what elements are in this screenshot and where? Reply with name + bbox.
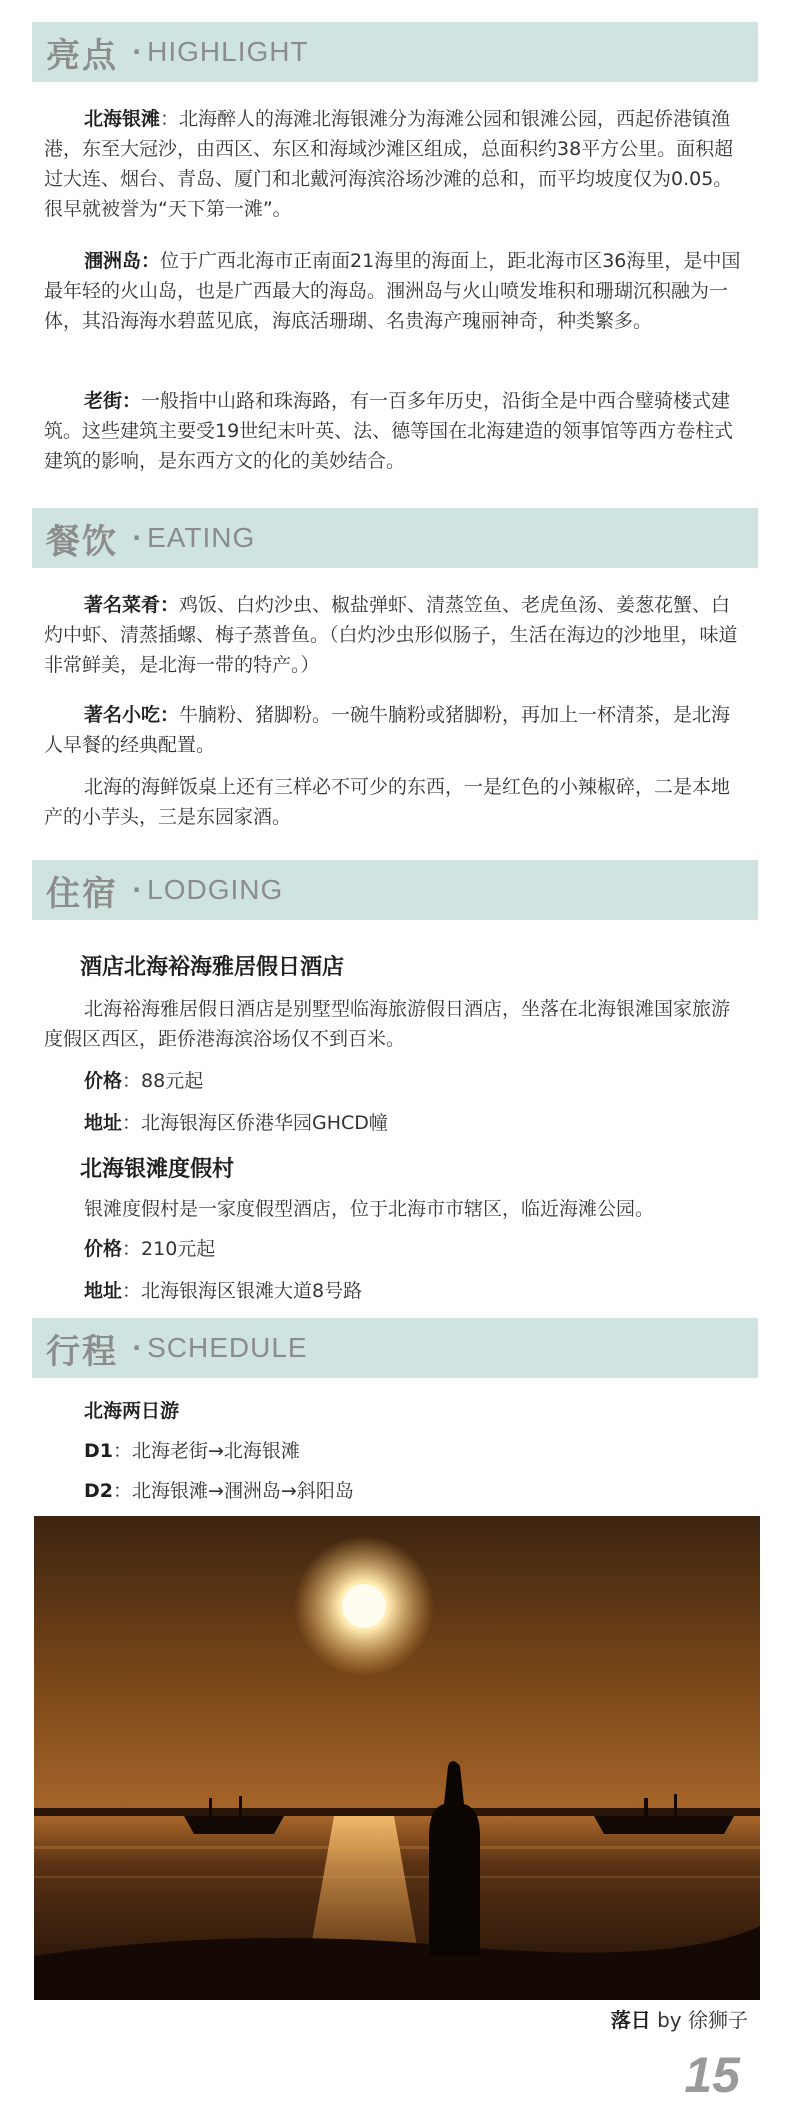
section-dot: · (132, 524, 142, 552)
address-value: ：北海银海区侨港华园GHCD幢 (122, 1112, 388, 1134)
paragraph-label: 涠洲岛： (84, 250, 161, 272)
price-label: 价格 (84, 1238, 123, 1260)
section-dot: · (132, 38, 142, 66)
section-title-en: HIGHLIGHT (147, 36, 309, 67)
hotel-title: 酒店北海裕海雅居假日酒店 (80, 955, 345, 980)
paragraph-text: 银滩度假村是一家度假型酒店，位于北海市市辖区，临近海滩公园。 (84, 1198, 655, 1220)
caption-author: by 徐狮子 (650, 2008, 748, 2032)
hotel-price (84, 1234, 215, 1264)
day-label: D2 (84, 1480, 113, 1502)
section-dot: · (132, 876, 142, 904)
hotel-address (84, 1108, 388, 1138)
eating-paragraph-snacks (44, 700, 744, 760)
address-label: 地址 (84, 1112, 123, 1134)
sunset-photo-illustration (34, 1516, 760, 2000)
price-value: ：210元起 (122, 1238, 216, 1260)
section-title-en: LODGING (147, 874, 284, 905)
section-header-schedule (32, 1318, 758, 1378)
highlight-paragraph-laojie (44, 386, 744, 476)
paragraph-label: 北海银滩 (84, 108, 161, 130)
section-header-eating (32, 508, 758, 568)
section-title-en: SCHEDULE (147, 1332, 308, 1363)
section-dot: · (132, 1334, 142, 1362)
hotel-price (84, 1066, 203, 1096)
hotel-description (44, 1194, 744, 1224)
day-label: D1 (84, 1440, 113, 1462)
section-title-cn: 住宿 (46, 873, 118, 914)
eating-paragraph-dishes (44, 590, 744, 680)
section-title-cn: 亮点 (46, 35, 118, 76)
paragraph-label: 著名小吃： (84, 704, 180, 726)
schedule-title: 北海两日游 (84, 1400, 180, 1422)
highlight-paragraph-weizhou (44, 246, 744, 336)
caption-title: 落日 (610, 2008, 651, 2032)
section-header-lodging (32, 860, 758, 920)
section-header-highlight (32, 22, 758, 82)
photo-caption (611, 2004, 748, 2033)
hotel-description (44, 994, 744, 1054)
price-value: ：88元起 (122, 1070, 204, 1092)
section-title-en: EATING (147, 522, 256, 553)
paragraph-text: 北海的海鲜饭桌上还有三样必不可少的东西，一是红色的小辣椒碎，二是本地产的小芋头，三是东园家酒。 (44, 776, 731, 828)
day-route: ：北海银滩→涠洲岛→斜阳岛 (113, 1480, 354, 1502)
address-value: ：北海银海区银滩大道8号路 (122, 1280, 363, 1302)
address-label: 地址 (84, 1280, 123, 1302)
paragraph-text: 牛腩粉、猪脚粉。一碗牛腩粉或猪脚粉，再加上一杯清茶，是北海人早餐的经典配置。 (44, 704, 731, 756)
section-title-cn: 餐饮 (46, 521, 118, 562)
page-number: 15 (684, 2047, 740, 2103)
paragraph-label: 著名菜肴： (84, 594, 180, 616)
eating-paragraph-table (44, 772, 744, 832)
day-route: ：北海老街→北海银滩 (113, 1440, 300, 1462)
paragraph-label: 老街： (84, 390, 142, 412)
paragraph-text: 北海裕海雅居假日酒店是别墅型临海旅游假日酒店，坐落在北海银滩国家旅游度假区西区，距侨港海滨浴场仅不到百米。 (44, 998, 731, 1050)
paragraph-text: ：北海醉人的海滩北海银滩分为海滩公园和银滩公园，西起侨港镇渔港，东至大冠沙，由西区、东区和海域沙滩区组成，总面积约38平方公里。面积超过大连、烟台、青岛、厦门和北戴河海滨浴场沙滩的总和，而平均坡度仅为0.05。很早就被誉为“天下第一滩”。 (44, 108, 734, 220)
section-title-cn: 行程 (46, 1331, 118, 1372)
highlight-paragraph-yintan (44, 104, 744, 224)
hotel-title: 北海银滩度假村 (80, 1157, 235, 1182)
hotel-address (84, 1276, 362, 1306)
paragraph-text: 鸡饭、白灼沙虫、椒盐弹虾、清蒸笠鱼、老虎鱼汤、姜葱花蟹、白灼中虾、清蒸插螺、梅子蒸普鱼。（白灼沙虫形似肠子，生活在海边的沙地里，味道非常鲜美，是北海一带的特产。） (44, 594, 738, 676)
price-label: 价格 (84, 1070, 123, 1092)
schedule-day-2 (84, 1476, 354, 1506)
schedule-day-1 (84, 1436, 300, 1466)
paragraph-text: 一般指中山路和珠海路，有一百多年历史，沿街全是中西合璧骑楼式建筑。这些建筑主要受19世纪末叶英、法、德等国在北海建造的领事馆等西方卷柱式建筑的影响，是东西方文的化的美妙结合。 (44, 390, 734, 472)
paragraph-text: 位于广西北海市正南面21海里的海面上，距北海市区36海里，是中国最年轻的火山岛，也是广西最大的海岛。涠洲岛与火山喷发堆积和珊瑚沉积融为一体，其沿海海水碧蓝见底，海底活珊瑚、名贵海产瑰丽神奇，种类繁多。 (44, 250, 741, 332)
sunset-photo (34, 1516, 760, 2000)
